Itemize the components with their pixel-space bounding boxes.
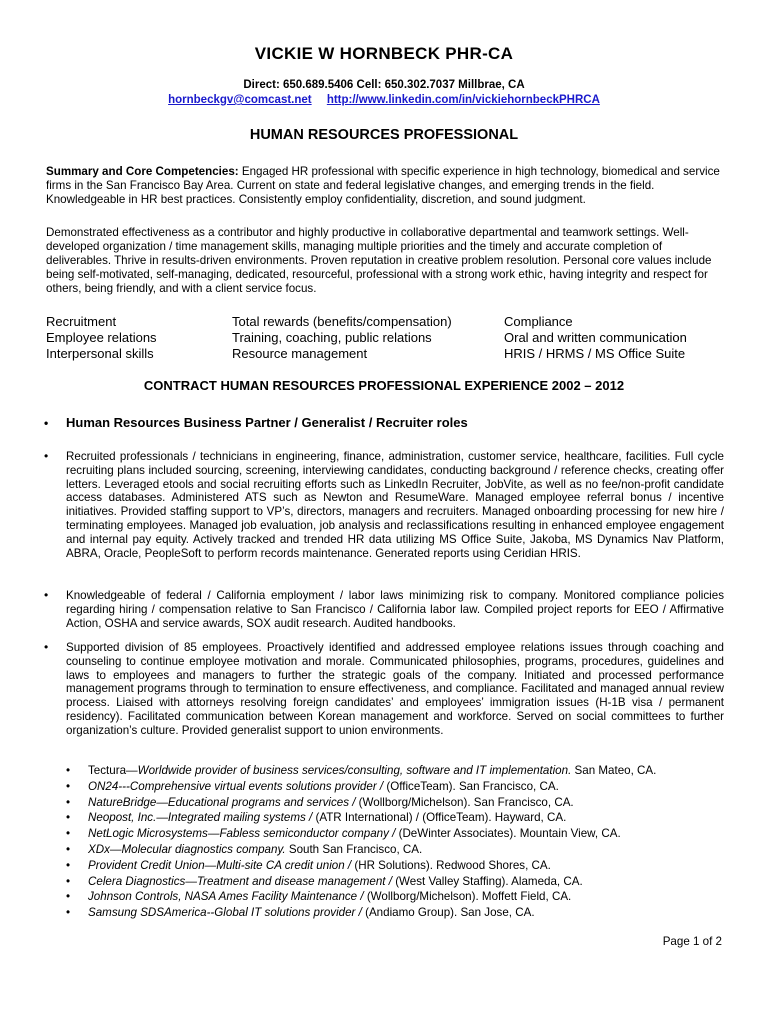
list-item: • XDx—Molecular diagnostics company. South San Francisco, CA. <box>88 842 728 858</box>
experience-section-title: CONTRACT HUMAN RESOURCES PROFESSIONAL EXPERIENCE 2002 – 2012 <box>143 378 625 393</box>
list-item: • Supported division of 85 employees. Proactively identified and addressed employee relations issues through coaching and counseling to continue employee motivation and morale. Communicated philosophies, programs, procedures, guidelines and laws to employees and managers to further the strategic goals of the company. Initiated and processed performance management programs through to termination to ensure effectiveness, and compliance. Facilitated and managed annual review process. Liaised with attorneys resolving foreign candidates’ and employees’ immigration issues (H-1B visa / permanent residency). Facilitated communication between Korean management and workforce. Served on social committees to further organization’s culture. Provided generalist support to union environments. <box>66 641 724 738</box>
list-item: • ON24---Comprehensive virtual events solutions provider / (OfficeTeam). San Francisco, CA. <box>88 779 728 795</box>
list-item: • NatureBridge—Educational programs and services / (Wollborg/Michelson). San Francisco, CA. <box>88 795 728 811</box>
list-item: • Provident Credit Union—Multi-site CA credit union / (HR Solutions). Redwood Shores, CA. <box>88 858 728 874</box>
competency-item: Resource management <box>232 346 368 361</box>
competencies-grid <box>46 314 726 362</box>
summary-label: Summary and Core Competencies: <box>46 165 239 178</box>
list-item: • Recruited professionals / technicians in engineering, finance, administration, customer service, healthcare, facilities. Full cycle recruiting plans included sourcing, screening, interviewing candidates, conducting background / reference checks, creating offer letters. Leveraged etools and social recruiting efforts such as LinkedIn Recruiter, JobVite, as well as no fee/non-profit candidate access databases. Administered ATS such as Newton and ResumeWare. Managed employee referral bonus / incentive initiatives. Provided staffing support to VP’s, directors, managers and recruiters. Managed onboarding processing for new hire / terminating employees. Managed job evaluation, job analysis and reclassifications resulting in enhanced employee engagement and internal pay equity. Actively tracked and trended HR data utilizing MS Office Suite, Jakoba, MS Dynamics Nav Platform, ABRA, Oracle, PeopleSoft to perform records maintenance. Generated reports using Ceridian HRIS. <box>66 450 724 560</box>
page-number: Page 1 of 2 <box>662 935 722 948</box>
competency-item: Interpersonal skills <box>46 346 154 361</box>
duty-bullet <box>66 589 724 630</box>
competency-item: Oral and written communication <box>504 330 687 345</box>
effectiveness-paragraph: Demonstrated effectiveness as a contributor and highly productive in collaborative departmental and teamwork settings. Well-developed organization / time management skills, managing multiple priorities and the timely and accurate completion of deliverables. Thrive in results-driven environments. Proven reputation in creative problem resolution. Personal core values include being self-motivated, self-managing, dedicated, resourceful, professional with a strong work ethic, having integrity and respect for others, being friendly, and with a client service focus. <box>46 226 712 295</box>
email-link[interactable]: hornbeckgv@comcast.net <box>168 94 312 106</box>
list-item: • Samsung SDSAmerica--Global IT solutions provider / (Andiamo Group). San Jose, CA. <box>88 905 728 921</box>
competency-item: HRIS / HRMS / MS Office Suite <box>504 346 686 361</box>
list-item: • Johnson Controls, NASA Ames Facility Maintenance / (Wollborg/Michelson). Moffett Field, CA. <box>88 889 728 905</box>
list-item: • Knowledgeable of federal / California employment / labor laws minimizing risk to company. Monitored compliance policies regarding hiring / compensation relative to San Francisco / California labor law. Compiled project reports for EEO / Affirmative Action, OSHA and service awards, SOX audit research. Audited handbooks. <box>66 589 724 630</box>
competency-item: Employee relations <box>46 330 157 345</box>
list-item: • Neopost, Inc.—Integrated mailing systems / (ATR International) / (OfficeTeam). Hayward, CA. <box>88 810 728 826</box>
summary-text: Engaged HR professional with specific experience in high technology, biomedical and service firms in the San Francisco Bay Area. Current on state and federal legislative changes, and emerging trends in the field. Knowledgeable in HR best practices. Consistently employ confidentiality, discretion, and sound judgment. <box>46 165 720 206</box>
duty-bullet <box>66 641 724 738</box>
competency-item: Recruitment <box>46 314 117 329</box>
contact-links <box>0 94 768 106</box>
client-list <box>88 763 728 921</box>
linkedin-link[interactable]: http://www.linkedin.com/in/vickiehornbeckPHRCA <box>326 94 600 106</box>
summary-paragraph <box>46 165 724 207</box>
competency-item: Total rewards (benefits/compensation) <box>232 314 452 329</box>
resume-title: HUMAN RESOURCES PROFESSIONAL <box>249 127 519 143</box>
list-item: • Tectura—Worldwide provider of business services/consulting, software and IT implementation. San Mateo, CA. <box>88 763 728 779</box>
list-item: • Celera Diagnostics—Treatment and disease management / (West Valley Staffing). Alameda, CA. <box>88 874 728 890</box>
competency-item: Training, coaching, public relations <box>232 330 432 345</box>
role-list <box>66 415 724 431</box>
candidate-name: VICKIE W HORNBECK PHR-CA <box>254 44 514 63</box>
list-item: • NetLogic Microsystems—Fabless semiconductor company / (DeWinter Associates). Mountain View, CA. <box>88 826 728 842</box>
duty-bullet <box>66 450 724 560</box>
role-heading: • Human Resources Business Partner / Generalist / Recruiter roles <box>66 415 724 431</box>
contact-line: Direct: 650.689.5406 Cell: 650.302.7037 Millbrae, CA <box>243 79 525 91</box>
competency-item: Compliance <box>504 314 573 329</box>
